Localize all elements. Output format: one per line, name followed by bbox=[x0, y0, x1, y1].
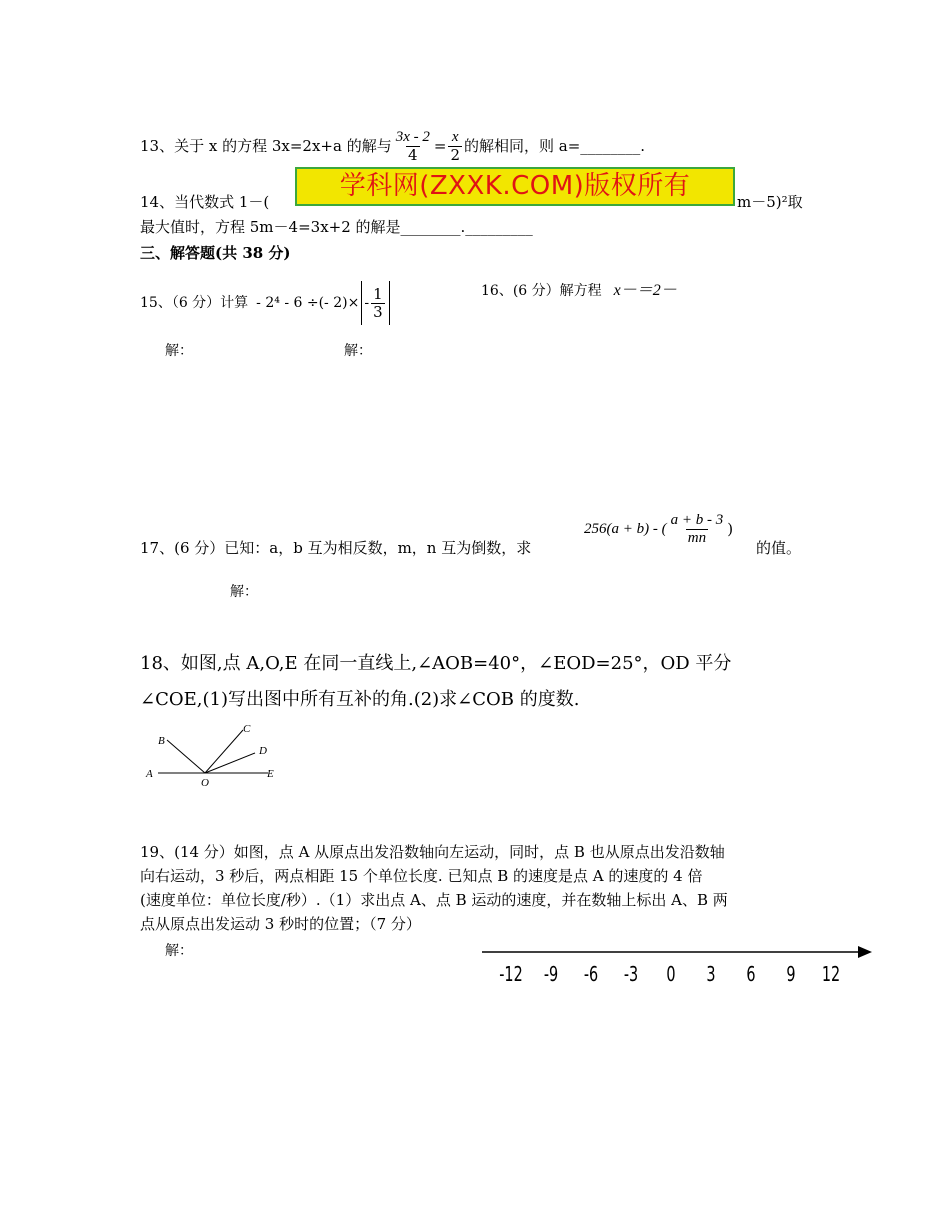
number-line-tick-label: 3 bbox=[706, 963, 716, 987]
q13-text-before: 13、关于 x 的方程 3x=2x+a 的解与 bbox=[140, 137, 392, 155]
question-13 bbox=[140, 122, 645, 170]
section-3-title: 三、解答题(共 38 分) bbox=[140, 244, 291, 262]
q13-fraction-1 bbox=[394, 129, 432, 164]
q14-line1-left: 14、当代数式 1－( bbox=[140, 193, 270, 211]
number-line-tick-label: 6 bbox=[746, 963, 756, 987]
question-15 bbox=[140, 280, 392, 326]
number-line-arrow bbox=[858, 946, 872, 958]
q19-number-line bbox=[480, 935, 875, 990]
q14-line1-right: m－5)²取 bbox=[737, 193, 803, 211]
number-line-tick-label: -9 bbox=[543, 963, 559, 987]
number-line-tick-label: -12 bbox=[499, 963, 523, 987]
question-16 bbox=[481, 282, 677, 300]
q17-frac-numerator: a + b - 3 bbox=[670, 511, 724, 528]
q19-line4: 点从原点出发运动 3 秒时的位置；（7 分） bbox=[140, 915, 421, 933]
q15-abs-right-bar bbox=[389, 281, 390, 325]
q17-fraction bbox=[669, 512, 726, 547]
q13-frac2-denominator: 2 bbox=[450, 145, 460, 164]
q13-text-after: 的解相同，则 a=________. bbox=[464, 137, 646, 155]
q18-line1: 18、如图,点 A,O,E 在同一直线上,∠AOB=40°，∠EOD=25°，OD 平分 bbox=[140, 653, 732, 674]
q13-frac1-numerator: 3x - 2 bbox=[395, 128, 430, 145]
q17-expr-after: ) bbox=[727, 520, 734, 538]
label-e: E bbox=[267, 768, 274, 780]
q13-fraction-2 bbox=[448, 129, 462, 164]
ray-od bbox=[205, 753, 255, 773]
q16-expression: x－＝2－ bbox=[613, 282, 677, 299]
q17-suffix: 的值。 bbox=[756, 539, 802, 557]
label-c: C bbox=[243, 723, 251, 735]
q17-label: 17、(6 分）已知：a，b 互为相反数，m，n 互为倒数，求 bbox=[140, 539, 532, 557]
q13-equals: = bbox=[433, 137, 447, 155]
q15-fraction bbox=[371, 286, 385, 321]
q19-line3: (速度单位：单位长度/秒）.（1）求出点 A、点 B 运动的速度，并在数轴上标出 A、B 两 bbox=[140, 891, 728, 909]
q15-abs-left-bar bbox=[361, 281, 362, 325]
q17-expression bbox=[584, 506, 733, 552]
number-line-tick-label: 9 bbox=[786, 963, 796, 987]
ray-oc bbox=[205, 730, 243, 773]
q15-answer-label: 解： bbox=[165, 343, 193, 359]
q17-frac-denominator: mn bbox=[687, 529, 707, 546]
q19-answer-label: 解： bbox=[165, 943, 193, 959]
q18-angle-figure bbox=[140, 718, 290, 790]
q13-frac1-denominator: 4 bbox=[408, 145, 418, 164]
q15-label: 15、（6 分）计算 bbox=[140, 295, 249, 311]
q14-line2: 最大值时，方程 5m－4=3x+2 的解是________._________ bbox=[140, 218, 533, 236]
number-line-tick-label: -6 bbox=[583, 963, 599, 987]
q19-line1: 19、(14 分）如图，点 A 从原点出发沿数轴向左运动，同时，点 B 也从原点出发沿数轴 bbox=[140, 843, 725, 861]
label-o: O bbox=[201, 777, 209, 789]
q17-answer-label: 解： bbox=[230, 584, 258, 600]
q16-label: 16、(6 分）解方程 bbox=[481, 283, 602, 299]
number-line-tick-label: 0 bbox=[666, 963, 676, 987]
q15-frac-numerator: 1 bbox=[373, 284, 383, 303]
q16-answer-label: 解： bbox=[344, 343, 372, 359]
number-line-tick-label: -3 bbox=[623, 963, 639, 987]
copyright-watermark: 学科网(ZXXK.COM)版权所有 bbox=[295, 167, 735, 206]
label-d: D bbox=[259, 745, 267, 757]
label-a: A bbox=[146, 768, 153, 780]
number-line-tick-label: 12 bbox=[821, 963, 841, 987]
q18-line2: ∠COE,(1)写出图中所有互补的角.(2)求∠COB 的度数. bbox=[140, 689, 580, 710]
q19-line2: 向右运动，3 秒后，两点相距 15 个单位长度. 已知点 B 的速度是点 A 的速度的 4 倍 bbox=[140, 867, 703, 885]
q15-abs-minus: - bbox=[364, 295, 370, 311]
q17-expr-before: 256(a + b) - ( bbox=[584, 521, 667, 537]
ray-ob bbox=[167, 740, 205, 773]
q13-frac2-numerator: x bbox=[451, 128, 459, 145]
q15-expression: - 2⁴ - 6 ÷(- 2)× bbox=[256, 295, 360, 311]
q15-frac-denominator: 3 bbox=[373, 302, 383, 321]
label-b: B bbox=[158, 735, 165, 747]
